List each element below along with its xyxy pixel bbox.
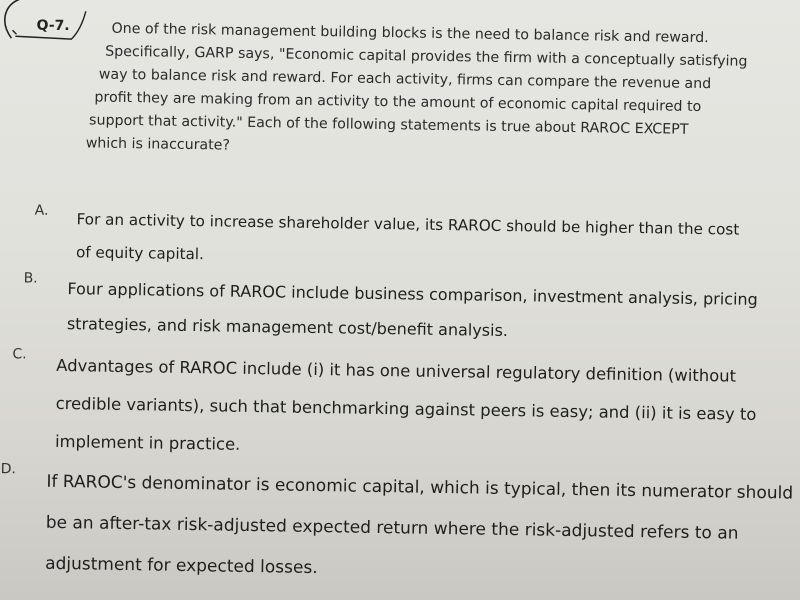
option-line: strategies, and risk management cost/benefit analysis. — [66, 314, 509, 341]
stem-line: One of the risk management building blocks is the need to balance risk and reward. — [111, 20, 709, 47]
option-line: If RAROC's denominator is economic capital, which is typical, then its numerator should — [46, 471, 794, 504]
option-line: For an activity to increase shareholder value, its RAROC should be higher than the cost — [76, 210, 740, 239]
option-line: Advantages of RAROC include (i) it has one universal regulatory definition (without — [56, 355, 737, 386]
stem-line: support that activity." Each of the following statements is true about RAROC EXCEPT — [88, 112, 689, 138]
option-line: credible variants), such that benchmarking against peers is easy; and (ii) it is easy to — [55, 393, 757, 424]
question-number: Q-7. — [36, 17, 70, 35]
option-text — [55, 347, 758, 472]
option-line: Four applications of RAROC include business comparison, investment analysis, pricing — [67, 279, 758, 309]
stem-line: way to balance risk and reward. For each activity, firms can compare the revenue and — [98, 66, 712, 93]
stem-line: which is inaccurate? — [85, 135, 231, 154]
option-letter: A. — [34, 202, 49, 219]
option-line: implement in practice. — [54, 431, 241, 454]
question-stem — [86, 17, 778, 166]
option-line: of equity capital. — [75, 243, 205, 264]
option-text — [45, 462, 794, 597]
option-letter: B. — [23, 270, 38, 287]
option-text — [76, 203, 740, 279]
option-line: adjustment for expected losses. — [44, 553, 318, 579]
stem-line: Specifically, GARP says, "Economic capital provides the firm with a conceptually satisfying — [105, 43, 748, 70]
option-letter: D. — [0, 461, 16, 478]
option-letter: C. — [12, 346, 27, 363]
stem-line: profit they are making from an activity to the amount of economic capital required to — [94, 89, 702, 116]
option-text — [67, 271, 758, 352]
option-line: be an after-tax risk-adjusted expected return where the risk-adjusted refers to an — [45, 512, 739, 544]
